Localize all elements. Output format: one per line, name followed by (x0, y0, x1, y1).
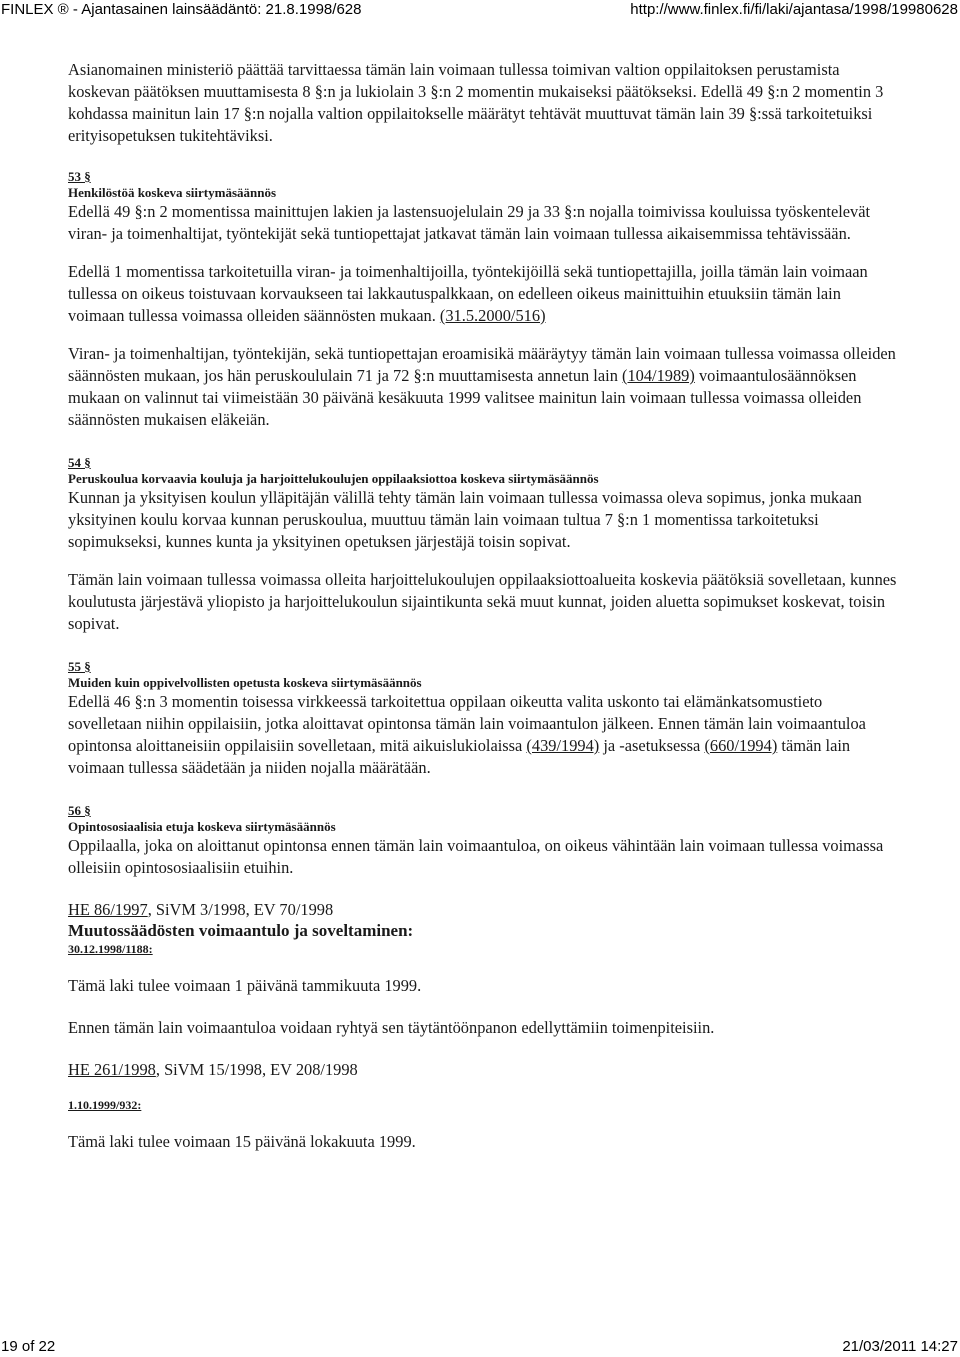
header-title: FINLEX ® - Ajantasainen lainsäädäntö: 21.8.1998/628 (1, 1, 362, 18)
section-54-paragraph-1: Kunnan ja yksityisen koulun ylläpitäjän välillä tehty tämän lain voimaan tullessa voimassa oleva sopimus, jonka mukaan yksityinen koulu korvaa kunnan peruskoulua, muuttuu tämän lain voimaan tultua 7 §:n 1 momentissa tarkoitetuksi sopimukseksi, kunnes kunta ja yksityinen opetuksen järjestäjä toisin sopivat. (68, 488, 862, 551)
amendments-heading: Muutossäädösten voimaantulo ja soveltaminen: (68, 921, 414, 940)
amendment-link[interactable]: (31.5.2000/516) (439, 306, 546, 325)
amendment-date[interactable]: 30.12.1998/1188: (68, 942, 153, 956)
law-reference-link[interactable]: (439/1994) (526, 736, 600, 755)
section-56-title: Opintososiaalisia etuja koskeva siirtymäsäännös (68, 819, 336, 834)
section-53-paragraph-3: Viran- ja toimenhaltijan, työntekijän, sekä tuntiopettajan eroamisikä määräytyy tämän lain voimaan tullessa voimassa olleiden säännösten mukaan, jos hän peruskoululain 71 ja 72 §:n muuttamisesta annetun lain (104/1989) voimaantulosäännöksen mukaan on valinnut tai viimeistään 30 päivänä kesäkuuta 1999 valitsee mainitun lain voimaan tullessa voimassa olleiden säännösten mukaisen eläkeiän. (68, 344, 896, 429)
print-timestamp: 21/03/2011 14:27 (842, 1338, 958, 1355)
section-53-title: Henkilöstöä koskeva siirtymäsäännös (68, 185, 277, 200)
law-reference-link[interactable]: (660/1994) (704, 736, 778, 755)
section-55-paragraph-1: Edellä 46 §:n 3 momentin toisessa virkkeessä tarkoitettua oppilaan oikeutta valita uskonto tai elämänkatsomustieto sovelletaan niihin oppilaisiin, jotka aloittavat opintonsa tämän lain voimaantulon jälkeen. Ennen tämän lain voimaantuloa opintonsa aloittaneisiin oppilaisiin sovelletaan, mitä aikuislukiolaissa (439/1994) ja -asetuksessa (660/1994) tämän lain voimaan tullessa säädetään ja niiden nojalla määrätään. (68, 692, 866, 777)
section-55-title: Muiden kuin oppivelvollisten opetusta koskeva siirtymäsäännös (68, 675, 422, 690)
amendment-date[interactable]: 1.10.1999/932: (68, 1098, 142, 1112)
section-56-number[interactable]: 56 § (68, 803, 91, 818)
he-link[interactable]: HE 86/1997 (68, 900, 148, 919)
amendment-text: Tämä laki tulee voimaan 1 päivänä tammikuuta 1999. (68, 976, 422, 995)
government-proposal-line: HE 86/1997, SiVM 3/1998, EV 70/1998 (68, 900, 334, 919)
page-count: 19 of 22 (1, 1338, 56, 1355)
law-reference-link[interactable]: (104/1989) (622, 366, 695, 385)
section-53-number[interactable]: 53 § (68, 169, 91, 184)
header-url: http://www.finlex.fi/fi/laki/ajantasa/1998/19980628 (630, 1, 958, 18)
government-proposal-line: HE 261/1998, SiVM 15/1998, EV 208/1998 (68, 1060, 358, 1079)
he-link[interactable]: HE 261/1998 (68, 1060, 156, 1079)
intro-paragraph: Asianomainen ministeriö päättää tarvittaessa tämän lain voimaan tullessa toimivan valtion oppilaitoksen perustamista koskevan päätöksen muuttamisesta 8 §:n ja lukiolain 3 §:n 2 momentin mukaiseksi päätökseksi. Edellä 49 §:n 2 momentin 3 kohdassa mainitun lain 17 §:n nojalla valtion oppilaitokselle määrätyt tehtävät muuttuvat tämän lain 39 §:ssä tarkoitetuiksi erityisopetuksen tukitehtäviksi. (68, 60, 884, 145)
section-54-title: Peruskoulua korvaavia kouluja ja harjoittelukoulujen oppilaaksiottoa koskeva siirtymäsäännös (68, 471, 599, 486)
section-53-paragraph-2: Edellä 1 momentissa tarkoitetuilla viran- ja toimenhaltijoilla, työntekijöillä sekä tuntiopettajilla, joilla tämän lain voimaan tullessa on oikeus toistuvaan korvaukseen tai lakkautuspalkkaan, on edelleen oikeus mainittuihin etuuksiin tämän lain voimaan tullessa voimassa olleiden säännösten mukaan. (31.5.2000/516) (68, 262, 868, 325)
section-54-number[interactable]: 54 § (68, 455, 91, 470)
section-54-paragraph-2: Tämän lain voimaan tullessa voimassa olleita harjoittelukoulujen oppilaaksiottoalueita koskevia päätöksiä sovelletaan, kunnes koulutusta järjestävä yliopisto ja harjoittelukoulun sijaintikunta sekä muut kunnat, joiden aluetta sopimukset koskevat, toisin sopivat. (68, 570, 897, 633)
amendment-text: Tämä laki tulee voimaan 15 päivänä lokakuuta 1999. (68, 1132, 416, 1151)
section-56-paragraph-1: Oppilaalla, joka on aloittanut opintonsa ennen tämän lain voimaantuloa, on oikeus vähintään lain voimaan tullessa voimassa olleisiin opintososiaalisiin etuihin. (68, 836, 884, 877)
amendment-text: Ennen tämän lain voimaantuloa voidaan ryhtyä sen täytäntöönpanon edellyttämiin toimenpiteisiin. (68, 1018, 715, 1037)
document-body (68, 59, 898, 1153)
print-header (0, 0, 960, 22)
section-55-number[interactable]: 55 § (68, 659, 91, 674)
section-53-paragraph-1: Edellä 49 §:n 2 momentissa mainittujen lakien ja lastensuojelulain 29 ja 33 §:n nojalla toimivissa kouluissa työskentelevät viran- ja toimenhaltijat, työntekijät sekä tuntiopettajat jatkavat tämän lain voimaan tullessa aikaisemmissa tehtävissään. (68, 202, 871, 243)
print-footer (0, 1338, 960, 1357)
